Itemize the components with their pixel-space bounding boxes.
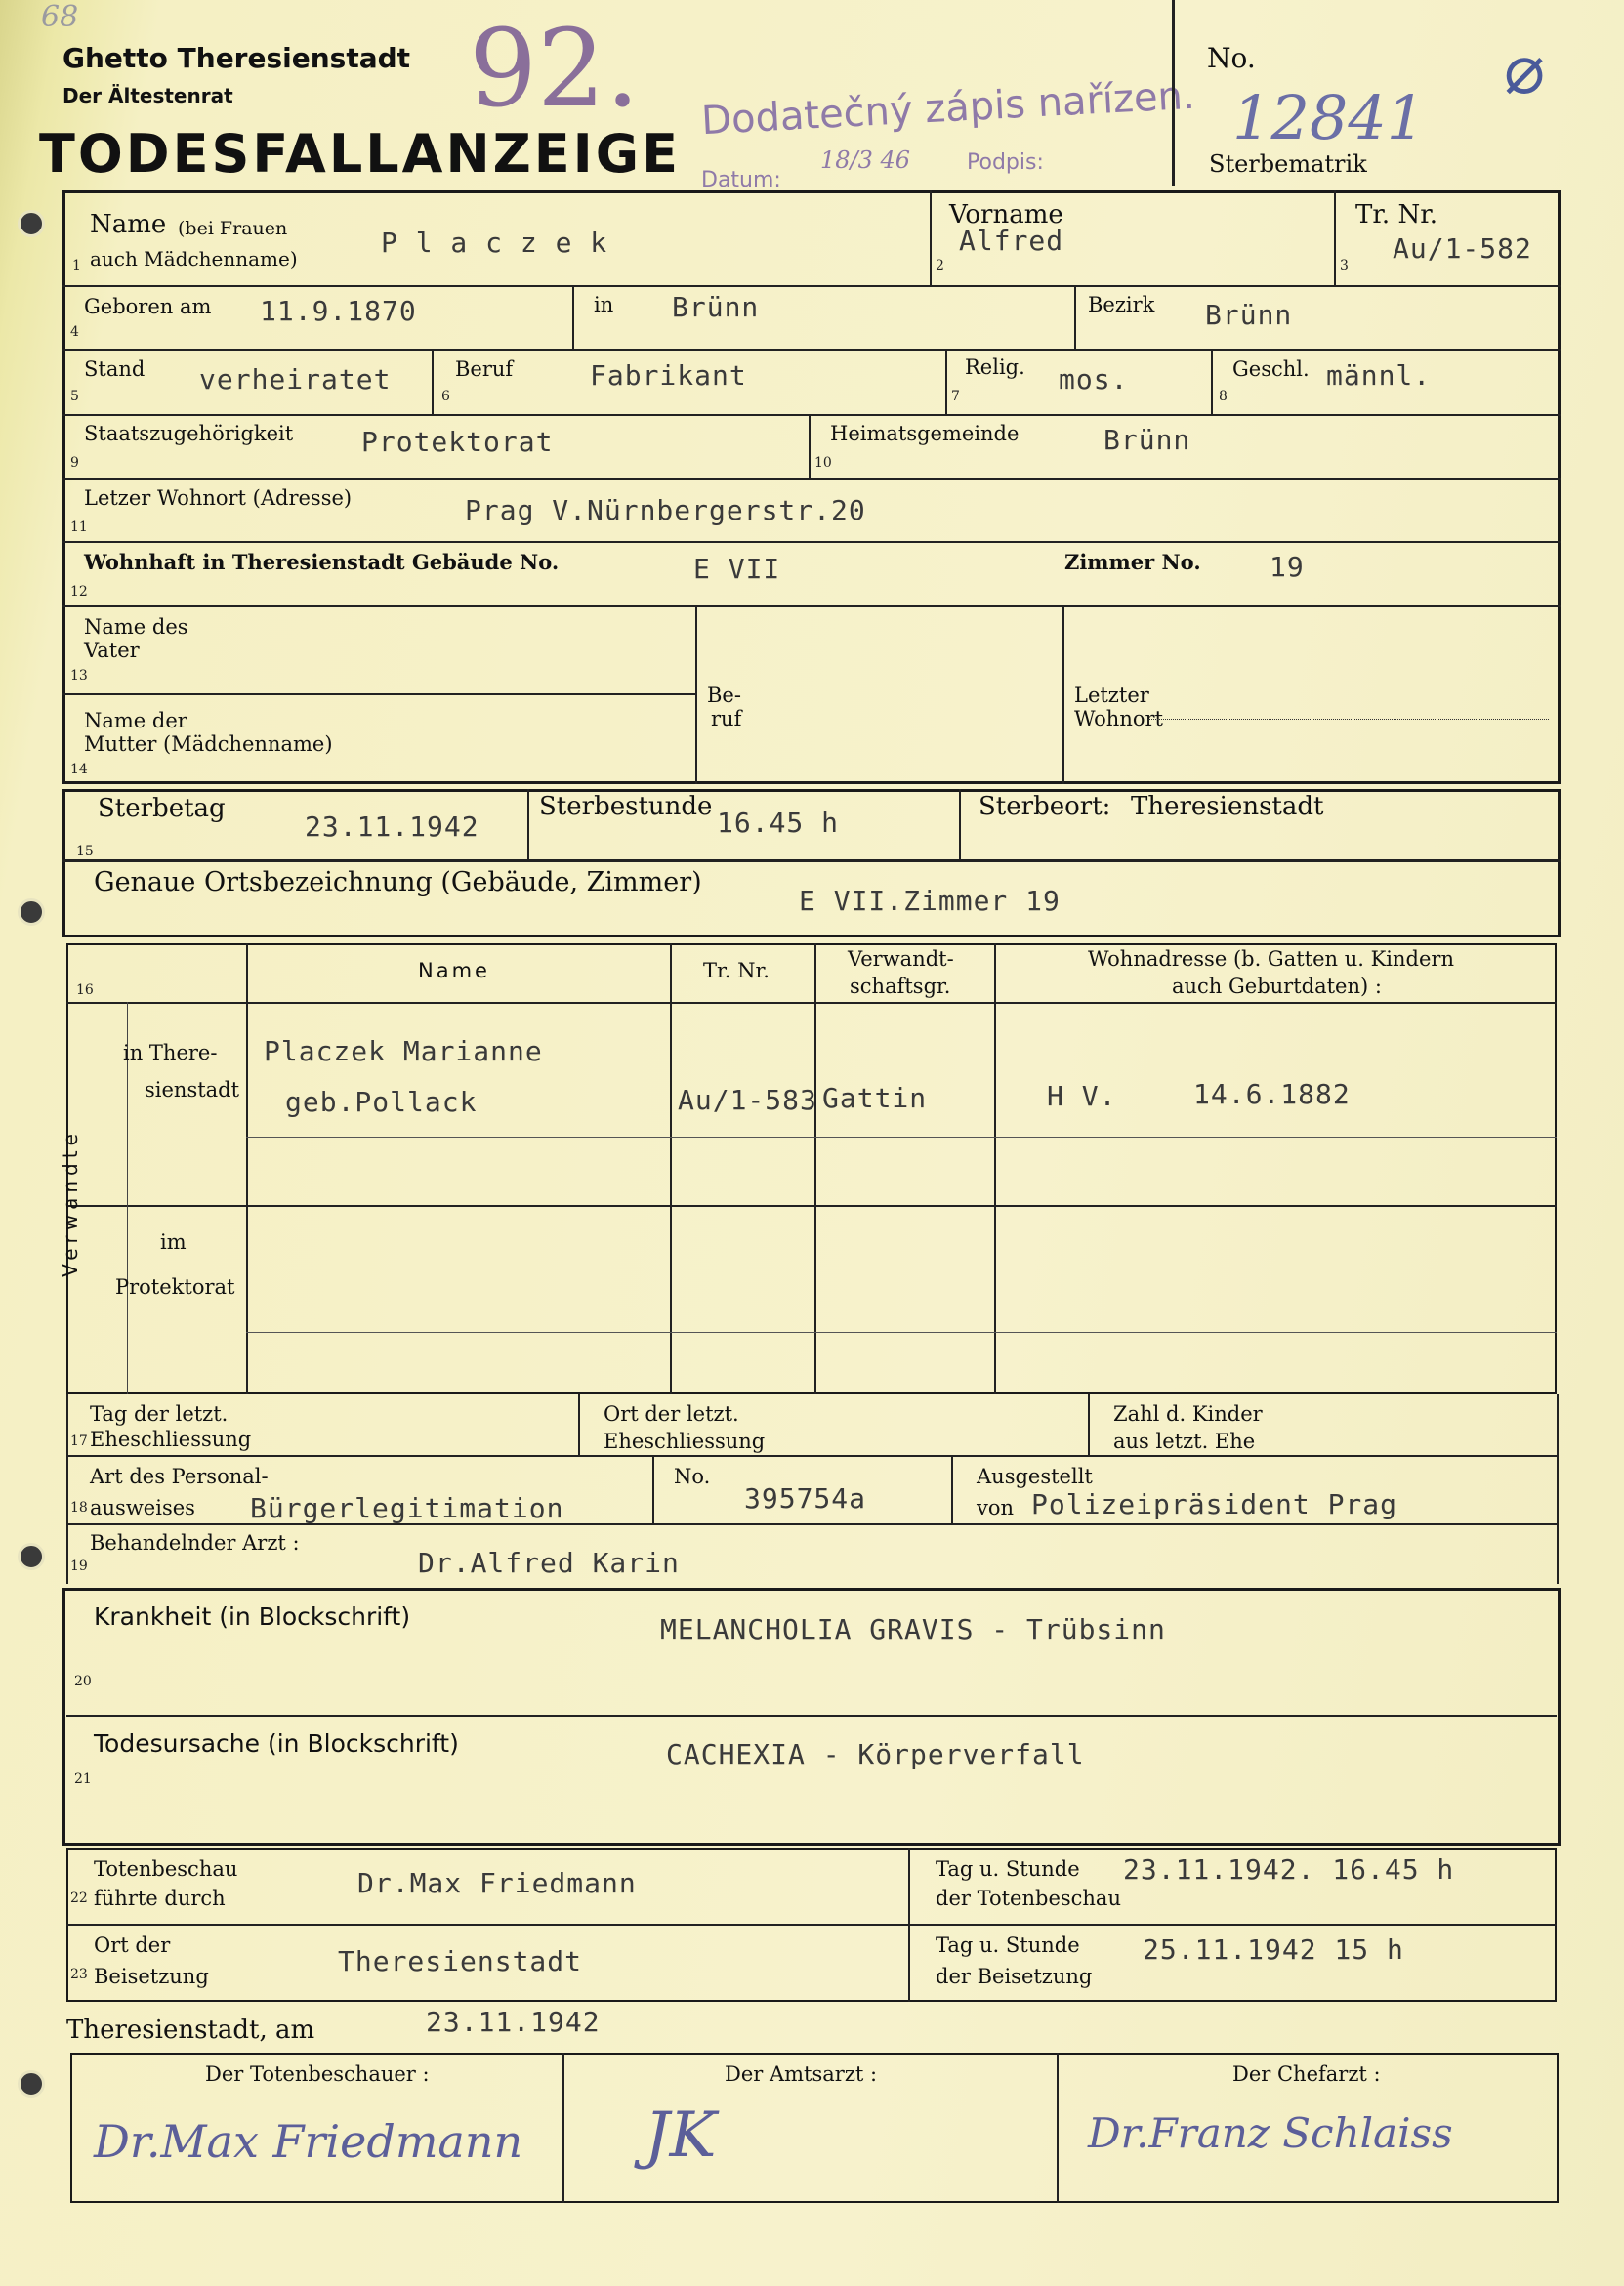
col-divider bbox=[246, 943, 248, 1394]
col-divider bbox=[945, 349, 947, 414]
row-number: 8 bbox=[1219, 389, 1228, 404]
org-name: Ghetto Theresienstadt bbox=[62, 42, 411, 74]
col-divider bbox=[814, 943, 816, 1394]
col-divider bbox=[951, 1455, 953, 1523]
row-number: 15 bbox=[76, 844, 94, 859]
col-divider bbox=[562, 2053, 564, 2203]
relative-address: H V. bbox=[1047, 1080, 1117, 1112]
beisetzung-ort-label-2: Beisetzung bbox=[94, 1965, 209, 1988]
vater-label: Name des bbox=[84, 615, 188, 639]
totenbeschau-time-label: Tag u. Stunde bbox=[936, 1857, 1080, 1881]
arzt-value: Dr.Alfred Karin bbox=[418, 1547, 680, 1579]
sterbematrik-number: 12841 bbox=[1232, 82, 1426, 153]
todesursache-value: CACHEXIA - Körperverfall bbox=[666, 1738, 1085, 1770]
col-header-wohnadresse-2: auch Geburtdaten) : bbox=[1172, 975, 1382, 998]
stand-label: Stand bbox=[84, 357, 146, 381]
sterbeort-label: Sterbeort: bbox=[979, 792, 1111, 821]
totenbeschau-value: Dr.Max Friedmann bbox=[357, 1867, 637, 1899]
col-header-trnr: Tr. Nr. bbox=[703, 959, 770, 982]
ausweis-art-value: Bürgerlegitimation bbox=[250, 1492, 564, 1524]
vorname-label: Vorname bbox=[949, 200, 1063, 229]
row-divider bbox=[62, 605, 1561, 607]
row-divider bbox=[62, 285, 1561, 287]
row-number: 14 bbox=[70, 762, 88, 777]
ausweis-no-value: 395754a bbox=[744, 1482, 867, 1515]
stand-value: verheiratet bbox=[199, 363, 392, 395]
row-number: 1 bbox=[72, 258, 81, 273]
col-divider bbox=[930, 190, 932, 285]
arzt-label: Behandelnder Arzt : bbox=[90, 1531, 300, 1555]
col-header-name: Name bbox=[418, 959, 490, 982]
beruf-label: Beruf bbox=[455, 357, 514, 381]
right-border bbox=[1557, 1394, 1559, 1584]
sig-chefarzt-label: Der Chefarzt : bbox=[1232, 2062, 1381, 2086]
sterbestunde-value: 16.45 h bbox=[717, 807, 840, 839]
kinder-label: Zahl d. Kinder bbox=[1113, 1402, 1263, 1426]
beisetzung-time-value: 25.11.1942 15 h bbox=[1143, 1933, 1404, 1966]
row-divider bbox=[62, 541, 1561, 543]
row-number: 21 bbox=[74, 1771, 92, 1787]
row-number: 17 bbox=[70, 1434, 88, 1449]
place-date-label: Theresienstadt, am bbox=[66, 2016, 315, 2045]
geschl-value: männl. bbox=[1326, 359, 1432, 392]
punch-hole bbox=[18, 898, 45, 926]
im-label: im bbox=[160, 1230, 187, 1254]
zimmer-value: 19 bbox=[1270, 551, 1305, 583]
heimat-value: Brünn bbox=[1103, 424, 1191, 456]
beisetzung-time-label-2: der Beisetzung bbox=[936, 1965, 1093, 1988]
letzter-wohnort-label-2: Wohnort bbox=[1074, 707, 1163, 730]
header-divider bbox=[1172, 0, 1175, 186]
row-number: 11 bbox=[70, 520, 88, 535]
row-number: 2 bbox=[936, 258, 944, 273]
ausweis-no-label: No. bbox=[674, 1465, 711, 1488]
bezirk-value: Brünn bbox=[1205, 299, 1293, 331]
todesursache-label: Todesursache (in Blockschrift) bbox=[94, 1729, 459, 1758]
wohnort-label: Letzer Wohnort (Adresse) bbox=[84, 486, 353, 510]
col-divider bbox=[670, 943, 672, 1394]
totenbeschau-time-value: 23.11.1942. 16.45 h bbox=[1123, 1853, 1455, 1886]
ehe-tag-label: Tag der letzt. bbox=[90, 1402, 229, 1426]
row-number: 18 bbox=[70, 1500, 88, 1516]
row-number: 3 bbox=[1340, 258, 1349, 273]
punch-hole bbox=[18, 1543, 45, 1570]
relative-trnr: Au/1-583 bbox=[678, 1084, 817, 1116]
row-number: 13 bbox=[70, 668, 88, 684]
relative-birthdate: 14.6.1882 bbox=[1193, 1078, 1351, 1110]
row-number: 7 bbox=[951, 389, 960, 404]
col-divider bbox=[1062, 605, 1064, 784]
letzter-wohnort-label: Letzter bbox=[1074, 684, 1149, 707]
ortsbezeichnung-label: Genaue Ortsbezeichnung (Gebäude, Zimmer) bbox=[94, 867, 702, 897]
row-divider bbox=[62, 693, 695, 695]
vorname-value: Alfred bbox=[959, 225, 1064, 257]
row-number: 9 bbox=[70, 455, 79, 471]
geboren-value: 11.9.1870 bbox=[260, 295, 417, 327]
geschl-label: Geschl. bbox=[1232, 357, 1310, 381]
sterbeort-value: Theresienstadt bbox=[1131, 792, 1324, 821]
totenbeschau-time-label-2: der Totenbeschau bbox=[936, 1887, 1121, 1910]
handwritten-number: 92. bbox=[469, 6, 640, 131]
row-number: 22 bbox=[70, 1891, 88, 1906]
punch-hole bbox=[18, 210, 45, 237]
left-border bbox=[66, 1394, 68, 1584]
protektorat-label: Protektorat bbox=[115, 1275, 235, 1299]
ehe-tag-label-2: Eheschliessung bbox=[90, 1428, 252, 1451]
in-label: in bbox=[594, 293, 614, 316]
vater-label-2: Vater bbox=[84, 639, 140, 662]
staat-value: Protektorat bbox=[361, 426, 554, 458]
row-divider bbox=[62, 859, 1561, 862]
row-divider bbox=[62, 414, 1561, 416]
zimmer-label: Zimmer No. bbox=[1064, 550, 1201, 574]
sig-totenbeschauer-label: Der Totenbeschauer : bbox=[205, 2062, 430, 2086]
ortsbezeichnung-value: E VII.Zimmer 19 bbox=[799, 885, 1061, 917]
row-divider bbox=[62, 478, 1561, 480]
relatives-side-label: Verwandte bbox=[59, 1129, 82, 1277]
col-divider bbox=[572, 285, 574, 349]
corner-mark: 68 bbox=[41, 0, 79, 34]
in-theresienstadt-label: in There- bbox=[123, 1041, 218, 1064]
corner-slash-mark: ⌀ bbox=[1504, 29, 1546, 109]
sterbestunde-label: Sterbestunde bbox=[539, 792, 713, 821]
ausweis-art-label-2: ausweises bbox=[90, 1496, 195, 1519]
no-label: No. bbox=[1207, 42, 1256, 74]
col-divider bbox=[1057, 2053, 1059, 2203]
row-divider bbox=[66, 1924, 1557, 1926]
beruf-value: Fabrikant bbox=[590, 359, 747, 392]
table-header-divider bbox=[66, 1002, 1557, 1004]
staat-label: Staatszugehörigkeit bbox=[84, 422, 294, 445]
signature-totenbeschauer: Dr.Max Friedmann bbox=[94, 2115, 523, 2168]
in-value: Brünn bbox=[672, 291, 760, 323]
mutter-label-2: Mutter (Mädchenname) bbox=[84, 732, 333, 756]
kinder-label-2: aus letzt. Ehe bbox=[1113, 1430, 1256, 1453]
ehe-ort-label: Ort der letzt. bbox=[604, 1402, 739, 1426]
col-header-verwandt: Verwandt- bbox=[848, 947, 954, 971]
col-header-verwandt-2: schaftsgr. bbox=[850, 975, 951, 998]
page-title: TODESFALLANZEIGE bbox=[39, 123, 681, 185]
row-number: 6 bbox=[441, 389, 450, 404]
sterbetag-value: 23.11.1942 bbox=[305, 810, 479, 843]
row-divider bbox=[66, 1715, 1557, 1717]
dotted-line bbox=[1148, 719, 1549, 720]
gebaeude-value: E VII bbox=[693, 553, 781, 585]
ausgestellt-label: Ausgestellt bbox=[977, 1465, 1093, 1488]
wohnort-value: Prag V.Nürnbergerstr.20 bbox=[465, 494, 866, 526]
col-divider bbox=[527, 789, 529, 859]
place-date-value: 23.11.1942 bbox=[426, 2006, 601, 2038]
row-divider bbox=[62, 349, 1561, 351]
signature-chefarzt: Dr.Franz Schlaiss bbox=[1088, 2109, 1453, 2157]
ausweis-art-label: Art des Personal- bbox=[90, 1465, 269, 1488]
relative-maiden-name: geb.Pollack bbox=[285, 1086, 478, 1118]
sterbetag-label: Sterbetag bbox=[98, 794, 226, 823]
stamp-date: 18/3 46 bbox=[820, 146, 911, 174]
beisetzung-ort-label: Ort der bbox=[94, 1933, 171, 1957]
totenbeschau-label-2: führte durch bbox=[94, 1887, 226, 1910]
col-divider bbox=[1088, 1394, 1090, 1455]
col-divider bbox=[695, 605, 697, 784]
relig-label: Relig. bbox=[965, 355, 1025, 379]
heimat-label: Heimatsgemeinde bbox=[830, 422, 1020, 445]
row-number: 19 bbox=[70, 1559, 88, 1574]
row-number: 20 bbox=[74, 1674, 92, 1689]
relative-relation: Gattin bbox=[822, 1082, 928, 1114]
bezirk-label: Bezirk bbox=[1088, 293, 1155, 316]
row-number: 12 bbox=[70, 584, 88, 600]
ehe-ort-label-2: Eheschliessung bbox=[604, 1430, 766, 1453]
col-divider bbox=[994, 943, 996, 1394]
beisetzung-ort-value: Theresienstadt bbox=[338, 1945, 583, 1977]
row-divider bbox=[66, 1455, 1557, 1457]
ausgestellt-label-2: von bbox=[977, 1496, 1015, 1519]
beruf2-label: Be- bbox=[707, 684, 741, 707]
col-divider bbox=[652, 1455, 654, 1523]
name-sub-label: (bei Frauen bbox=[178, 218, 288, 239]
table-line bbox=[246, 1332, 1557, 1333]
krankheit-value: MELANCHOLIA GRAVIS - Trübsinn bbox=[660, 1613, 1166, 1645]
col-divider bbox=[908, 1848, 910, 2002]
gebaeude-label: Wohnhaft in Theresienstadt Gebäude No. bbox=[84, 550, 560, 574]
punch-hole bbox=[18, 2070, 45, 2098]
row-number: 10 bbox=[814, 455, 832, 471]
relatives-table bbox=[66, 943, 1557, 1394]
beruf2-label-2: ruf bbox=[711, 707, 742, 730]
totenbeschau-label: Totenbeschau bbox=[94, 1857, 238, 1881]
name-value: P l a c z e k bbox=[381, 227, 608, 259]
col-divider bbox=[809, 414, 811, 478]
in-theresienstadt-label-2: sienstadt bbox=[145, 1078, 240, 1101]
sig-amtsarzt-label: Der Amtsarzt : bbox=[725, 2062, 878, 2086]
stamp-datum-label: Datum: bbox=[701, 168, 781, 192]
table-line bbox=[246, 1137, 1557, 1138]
stamp-text: Dodatečný zápis nařízen. bbox=[700, 72, 1196, 145]
relative-name: Placzek Marianne bbox=[264, 1035, 543, 1067]
col-divider bbox=[1334, 190, 1336, 285]
row-number: 23 bbox=[70, 1967, 88, 1982]
row-number: 4 bbox=[70, 324, 79, 340]
trnr-value: Au/1-582 bbox=[1393, 232, 1532, 265]
col-divider bbox=[1211, 349, 1213, 414]
ausgestellt-value: Polizeipräsident Prag bbox=[1031, 1488, 1398, 1520]
col-divider bbox=[432, 349, 434, 414]
col-divider bbox=[959, 789, 961, 859]
col-divider bbox=[1074, 285, 1076, 349]
krankheit-label: Krankheit (in Blockschrift) bbox=[94, 1602, 411, 1631]
col-divider bbox=[578, 1394, 580, 1455]
signature-amtsarzt: JK bbox=[645, 2099, 717, 2172]
table-section-divider bbox=[66, 1205, 1557, 1207]
stamp-podpis-label: Podpis: bbox=[967, 150, 1044, 175]
row-number: 5 bbox=[70, 389, 79, 404]
name-label: Name bbox=[90, 210, 167, 239]
mutter-label: Name der bbox=[84, 709, 187, 732]
beisetzung-time-label: Tag u. Stunde bbox=[936, 1933, 1080, 1957]
name-sub-label-2: auch Mädchenname) bbox=[90, 247, 298, 270]
sterbematrik-label: Sterbematrik bbox=[1209, 150, 1367, 178]
relig-value: mos. bbox=[1059, 363, 1129, 395]
row-number: 16 bbox=[76, 982, 94, 998]
geboren-label: Geboren am bbox=[84, 295, 212, 318]
trnr-label: Tr. Nr. bbox=[1355, 200, 1438, 229]
org-council: Der Ältestenrat bbox=[62, 84, 233, 107]
col-header-wohnadresse: Wohnadresse (b. Gatten u. Kindern bbox=[1088, 947, 1454, 971]
